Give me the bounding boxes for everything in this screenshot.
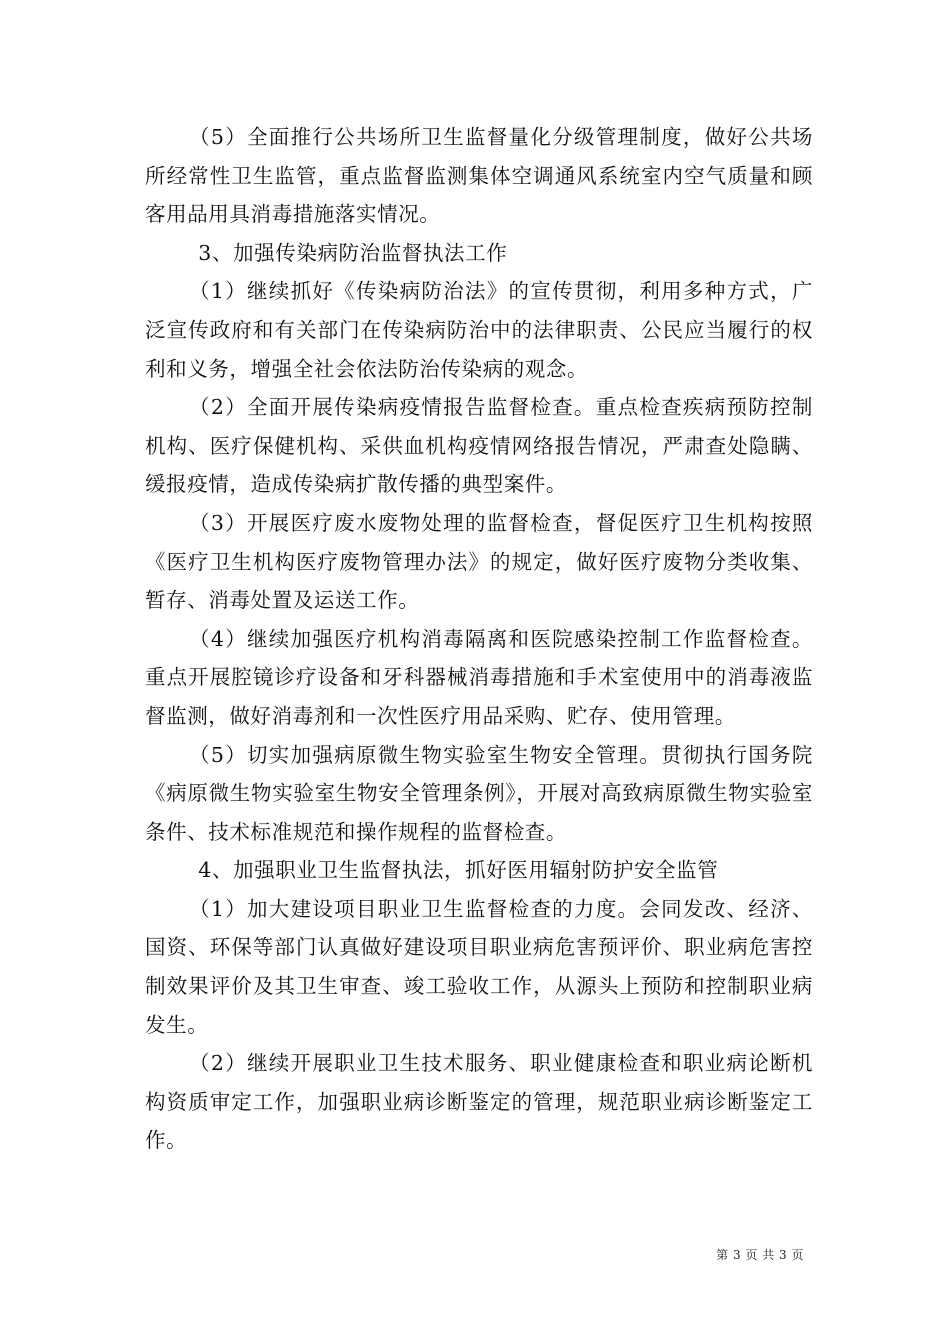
paragraph-public-places-5: （5）全面推行公共场所卫生监督量化分级管理制度，做好公共场所经常性卫生监管，重点监督监测集体空调通风系统室内空气质量和顾客用品用具消毒措施落实情况。: [145, 125, 813, 227]
paragraph-infectious-disease-2: （2）全面开展传染病疫情报告监督检查。重点检查疾病预防控制机构、医疗保健机构、采供血机构疫情网络报告情况，严肃查处隐瞒、缓报疫情，造成传染病扩散传播的典型案件。: [145, 395, 813, 497]
paragraph-infectious-disease-3: （3）开展医疗废水废物处理的监督检查，督促医疗卫生机构按照《医疗卫生机构医疗废物管理办法》的规定，做好医疗废物分类收集、暂存、消毒处置及运送工作。: [145, 510, 813, 613]
paragraph-occupational-health-1: （1）加大建设项目职业卫生监督检查的力度。会同发改、经济、国资、环保等部门认真做好建设项目职业病危害预评价、职业病危害控制效果评价及其卫生审查、竣工验收工作，从源头上预防和控制职业病发生。: [145, 896, 813, 1037]
section-heading-infectious-disease: 3、加强传染病防治监督执法工作: [198, 240, 508, 265]
paragraph-infectious-disease-4: （4）继续加强医疗机构消毒隔离和医院感染控制工作监督检查。重点开展腔镜诊疗设备和牙科器械消毒措施和手术室使用中的消毒液监督监测，做好消毒剂和一次性医疗用品采购、贮存、使用管理。: [145, 626, 813, 728]
document-body: [145, 118, 813, 1160]
paragraph-occupational-health-2: （2）继续开展职业卫生技术服务、职业健康检查和职业病论断机构资质审定工作，加强职业病诊断鉴定的管理，规范职业病诊断鉴定工作。: [145, 1051, 813, 1153]
paragraph-infectious-disease-5: （5）切实加强病原微生物实验室生物安全管理。贯彻执行国务院《病原微生物实验室生物安全管理条例》，开展对高致病原微生物实验室条件、技术标准规范和操作规程的监督检查。: [145, 742, 813, 844]
page-number-footer: 第 3 页 共 3 页: [716, 1248, 804, 1262]
section-heading-occupational-health: 4、加强职业卫生监督执法，抓好医用辐射防护安全监管: [198, 858, 719, 883]
paragraph-infectious-disease-1: （1）继续抓好《传染病防治法》的宣传贯彻，利用多种方式，广泛宣传政府和有关部门在传染病防治中的法律职责、公民应当履行的权利和义务，增强全社会依法防治传染病的观念。: [145, 279, 813, 381]
